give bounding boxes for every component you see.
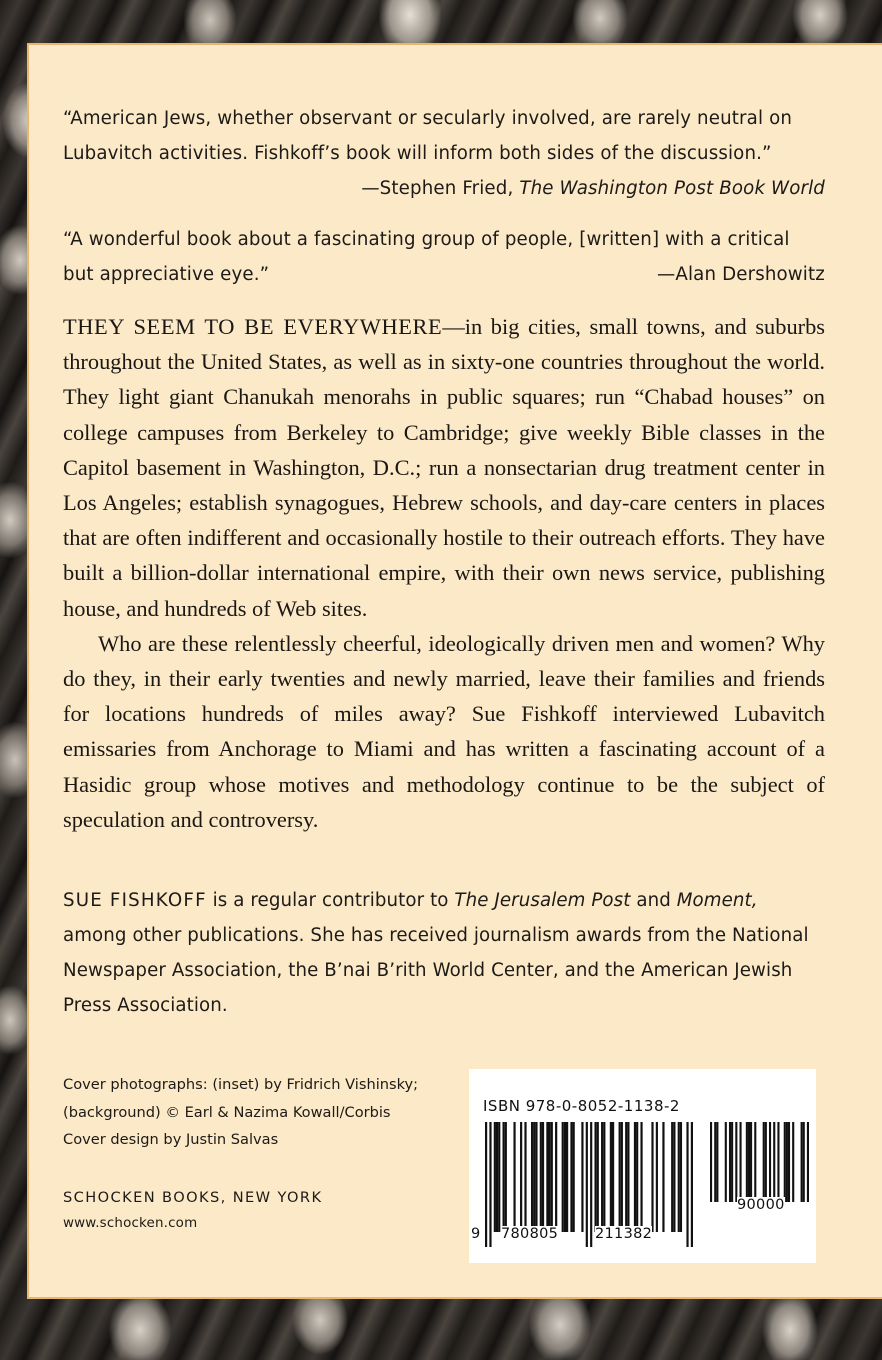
publisher-website: www.schocken.com <box>63 1216 198 1231</box>
barcode-bar <box>540 1122 542 1232</box>
barcode-bar <box>546 1122 548 1232</box>
barcode-bar <box>503 1122 505 1232</box>
barcode-bar <box>671 1122 673 1232</box>
barcode-bar <box>636 1122 638 1232</box>
barcode-bar <box>786 1122 788 1202</box>
barcode-bar <box>520 1122 522 1232</box>
barcode-bar <box>807 1122 809 1202</box>
barcode-bar <box>634 1122 636 1232</box>
publisher-name: SCHOCKEN BOOKS, NEW YORK <box>63 1189 323 1206</box>
publication-1: The Jerusalem Post <box>454 890 631 911</box>
barcode-bar <box>590 1122 592 1247</box>
barcode-bar <box>524 1122 526 1232</box>
barcode-bar <box>551 1122 553 1232</box>
barcode-bar <box>735 1122 737 1202</box>
isbn-barcode-box <box>469 1069 816 1263</box>
barcode-bar <box>603 1122 605 1232</box>
barcode-bar <box>498 1122 500 1232</box>
barcode-bar <box>601 1122 603 1232</box>
bio-part-3: among other publications. She has received journalism awards from the National Newspaper Association, the B’nai B’rith World Center, and the American Jewish Press Association. <box>63 925 809 1016</box>
review-quote-1 <box>63 101 825 206</box>
barcode-bar <box>680 1122 682 1232</box>
barcode-bar <box>769 1122 771 1202</box>
barcode-bar <box>784 1122 786 1202</box>
quote-text <box>63 222 825 292</box>
barcode-bar <box>535 1122 537 1232</box>
barcode-bar <box>573 1122 575 1232</box>
barcode-bar <box>533 1122 535 1232</box>
barcode-bar <box>750 1122 752 1202</box>
barcode-bar <box>548 1122 550 1232</box>
barcode-bar <box>716 1122 718 1202</box>
barcode-bar <box>746 1122 748 1202</box>
barcode-bar <box>725 1122 727 1202</box>
barcode-bar <box>792 1122 794 1202</box>
cover-credits <box>63 1071 443 1154</box>
barcode-bar <box>801 1122 803 1202</box>
barcode-bar <box>678 1122 680 1232</box>
barcode-bar <box>763 1122 765 1202</box>
description-paragraph-1-text: —in big cities, small towns, and suburbs throughout the United States, as well as in sixty-one countries throughout the world. They light giant Chanukah menorahs in public squares; run “Chabad houses” on college campuses from Berkeley to Cambridge; give weekly Bible classes in the Capitol basement in Washington, D.C.; run a nonsectarian drug treatment center in Los Angeles; establish synagogues, Hebrew schools, and day-care centers in places that are often indifferent and occasionally hostile to their outreach efforts. They have built a billion-dollar international empire, with their own news service, publishing house, and hundreds of Web sites. <box>63 314 825 621</box>
barcode-bar <box>542 1122 544 1232</box>
barcode-bar <box>656 1122 658 1232</box>
barcode-bar <box>640 1122 642 1232</box>
barcode-bar <box>594 1122 596 1232</box>
barcode-bar <box>485 1122 487 1247</box>
barcode-bar <box>714 1122 716 1202</box>
credit-line-background: (background) © Earl & Nazima Kowall/Corbis <box>63 1103 391 1121</box>
barcode-bar <box>754 1122 756 1202</box>
credit-line-photographs: Cover photographs: (inset) by Fridrich Vishinsky; <box>63 1076 419 1093</box>
barcode-bar <box>564 1122 566 1232</box>
barcode-bar <box>777 1122 779 1202</box>
barcode-bar <box>610 1122 612 1232</box>
barcode-bar <box>788 1122 790 1202</box>
barcode-bar <box>555 1122 557 1232</box>
barcode-addon-digits: 90000 <box>737 1197 785 1213</box>
barcode-bar <box>710 1122 712 1202</box>
barcode-bar <box>562 1122 564 1232</box>
barcode-bar <box>748 1122 750 1202</box>
description-lead: THEY SEEM TO BE EVERYWHERE <box>63 314 443 339</box>
barcode-bar <box>625 1122 627 1232</box>
barcode-left-digits: 780805 <box>501 1226 559 1242</box>
quote-text: “American Jews, whether observant or secularly involved, are rarely neutral on Lubavitch activities. Fishkoff’s book will inform both sides of the discussion.” <box>63 108 793 164</box>
author-bio-text <box>63 883 825 1023</box>
barcode-bar <box>803 1122 805 1202</box>
bio-part-1: is a regular contributor to <box>206 890 455 911</box>
barcode-bar <box>489 1122 491 1247</box>
barcode-bar <box>619 1122 621 1232</box>
barcode-bar <box>513 1122 515 1232</box>
barcode-bar <box>581 1122 583 1232</box>
barcode-lead-digit: 9 <box>471 1226 481 1242</box>
description-paragraph-1 <box>63 309 825 626</box>
quote-text-span: “A wonderful book about a fascinating group of people, [written] with a critical but appreciative eye.” <box>63 229 790 285</box>
quote-attribution <box>63 171 825 206</box>
review-quote-2 <box>63 222 825 292</box>
attribution-name: —Alan Dershowitz <box>657 264 825 285</box>
bio-part-2: and <box>630 890 677 911</box>
publication-2: Moment, <box>676 890 758 911</box>
isbn-label: ISBN 978-0-8052-1138-2 <box>483 1097 680 1115</box>
barcode-bar <box>570 1122 572 1232</box>
barcode-bar <box>691 1122 693 1247</box>
barcode-bar <box>621 1122 623 1232</box>
barcode-bar <box>651 1122 653 1232</box>
barcode-bar <box>627 1122 629 1232</box>
addon-barcode <box>710 1122 809 1202</box>
barcode-bar <box>531 1122 533 1232</box>
barcode-bar <box>496 1122 498 1232</box>
attribution-name: —Stephen Fried, <box>361 178 520 199</box>
barcode-bar <box>731 1122 733 1202</box>
barcode-bar <box>729 1122 731 1202</box>
barcode-bar <box>686 1122 688 1247</box>
barcode-bar <box>662 1122 664 1232</box>
barcode-bar <box>566 1122 568 1232</box>
barcode-bar <box>773 1122 775 1202</box>
author-bio <box>63 883 825 1023</box>
barcode-bar <box>765 1122 767 1202</box>
credit-line-design: Cover design by Justin Salvas <box>63 1131 279 1148</box>
description-paragraph-2: Who are these relentlessly cheerful, ideologically driven men and women? Why do they, in their early twenties and newly married, leave their families and friends for locations hundreds of miles away? Sue Fishkoff interviewed Lubavitch emissaries from Anchorage to Miami and has written a fascinating account of a Hasidic group whose motives and methodology continue to be the subject of speculation and controversy. <box>63 630 825 832</box>
book-description <box>63 309 825 837</box>
barcode-bar <box>505 1122 507 1232</box>
barcode-bar <box>597 1122 599 1232</box>
barcode-bar <box>673 1122 675 1232</box>
barcode-bar <box>494 1122 496 1232</box>
barcode-bar <box>586 1122 588 1247</box>
attribution-source: The Washington Post Book World <box>519 178 825 199</box>
author-name: SUE FISHKOFF <box>63 890 207 911</box>
barcode-bar <box>739 1122 741 1202</box>
barcode-bar <box>612 1122 614 1232</box>
barcode-right-digits: 211382 <box>595 1226 653 1242</box>
